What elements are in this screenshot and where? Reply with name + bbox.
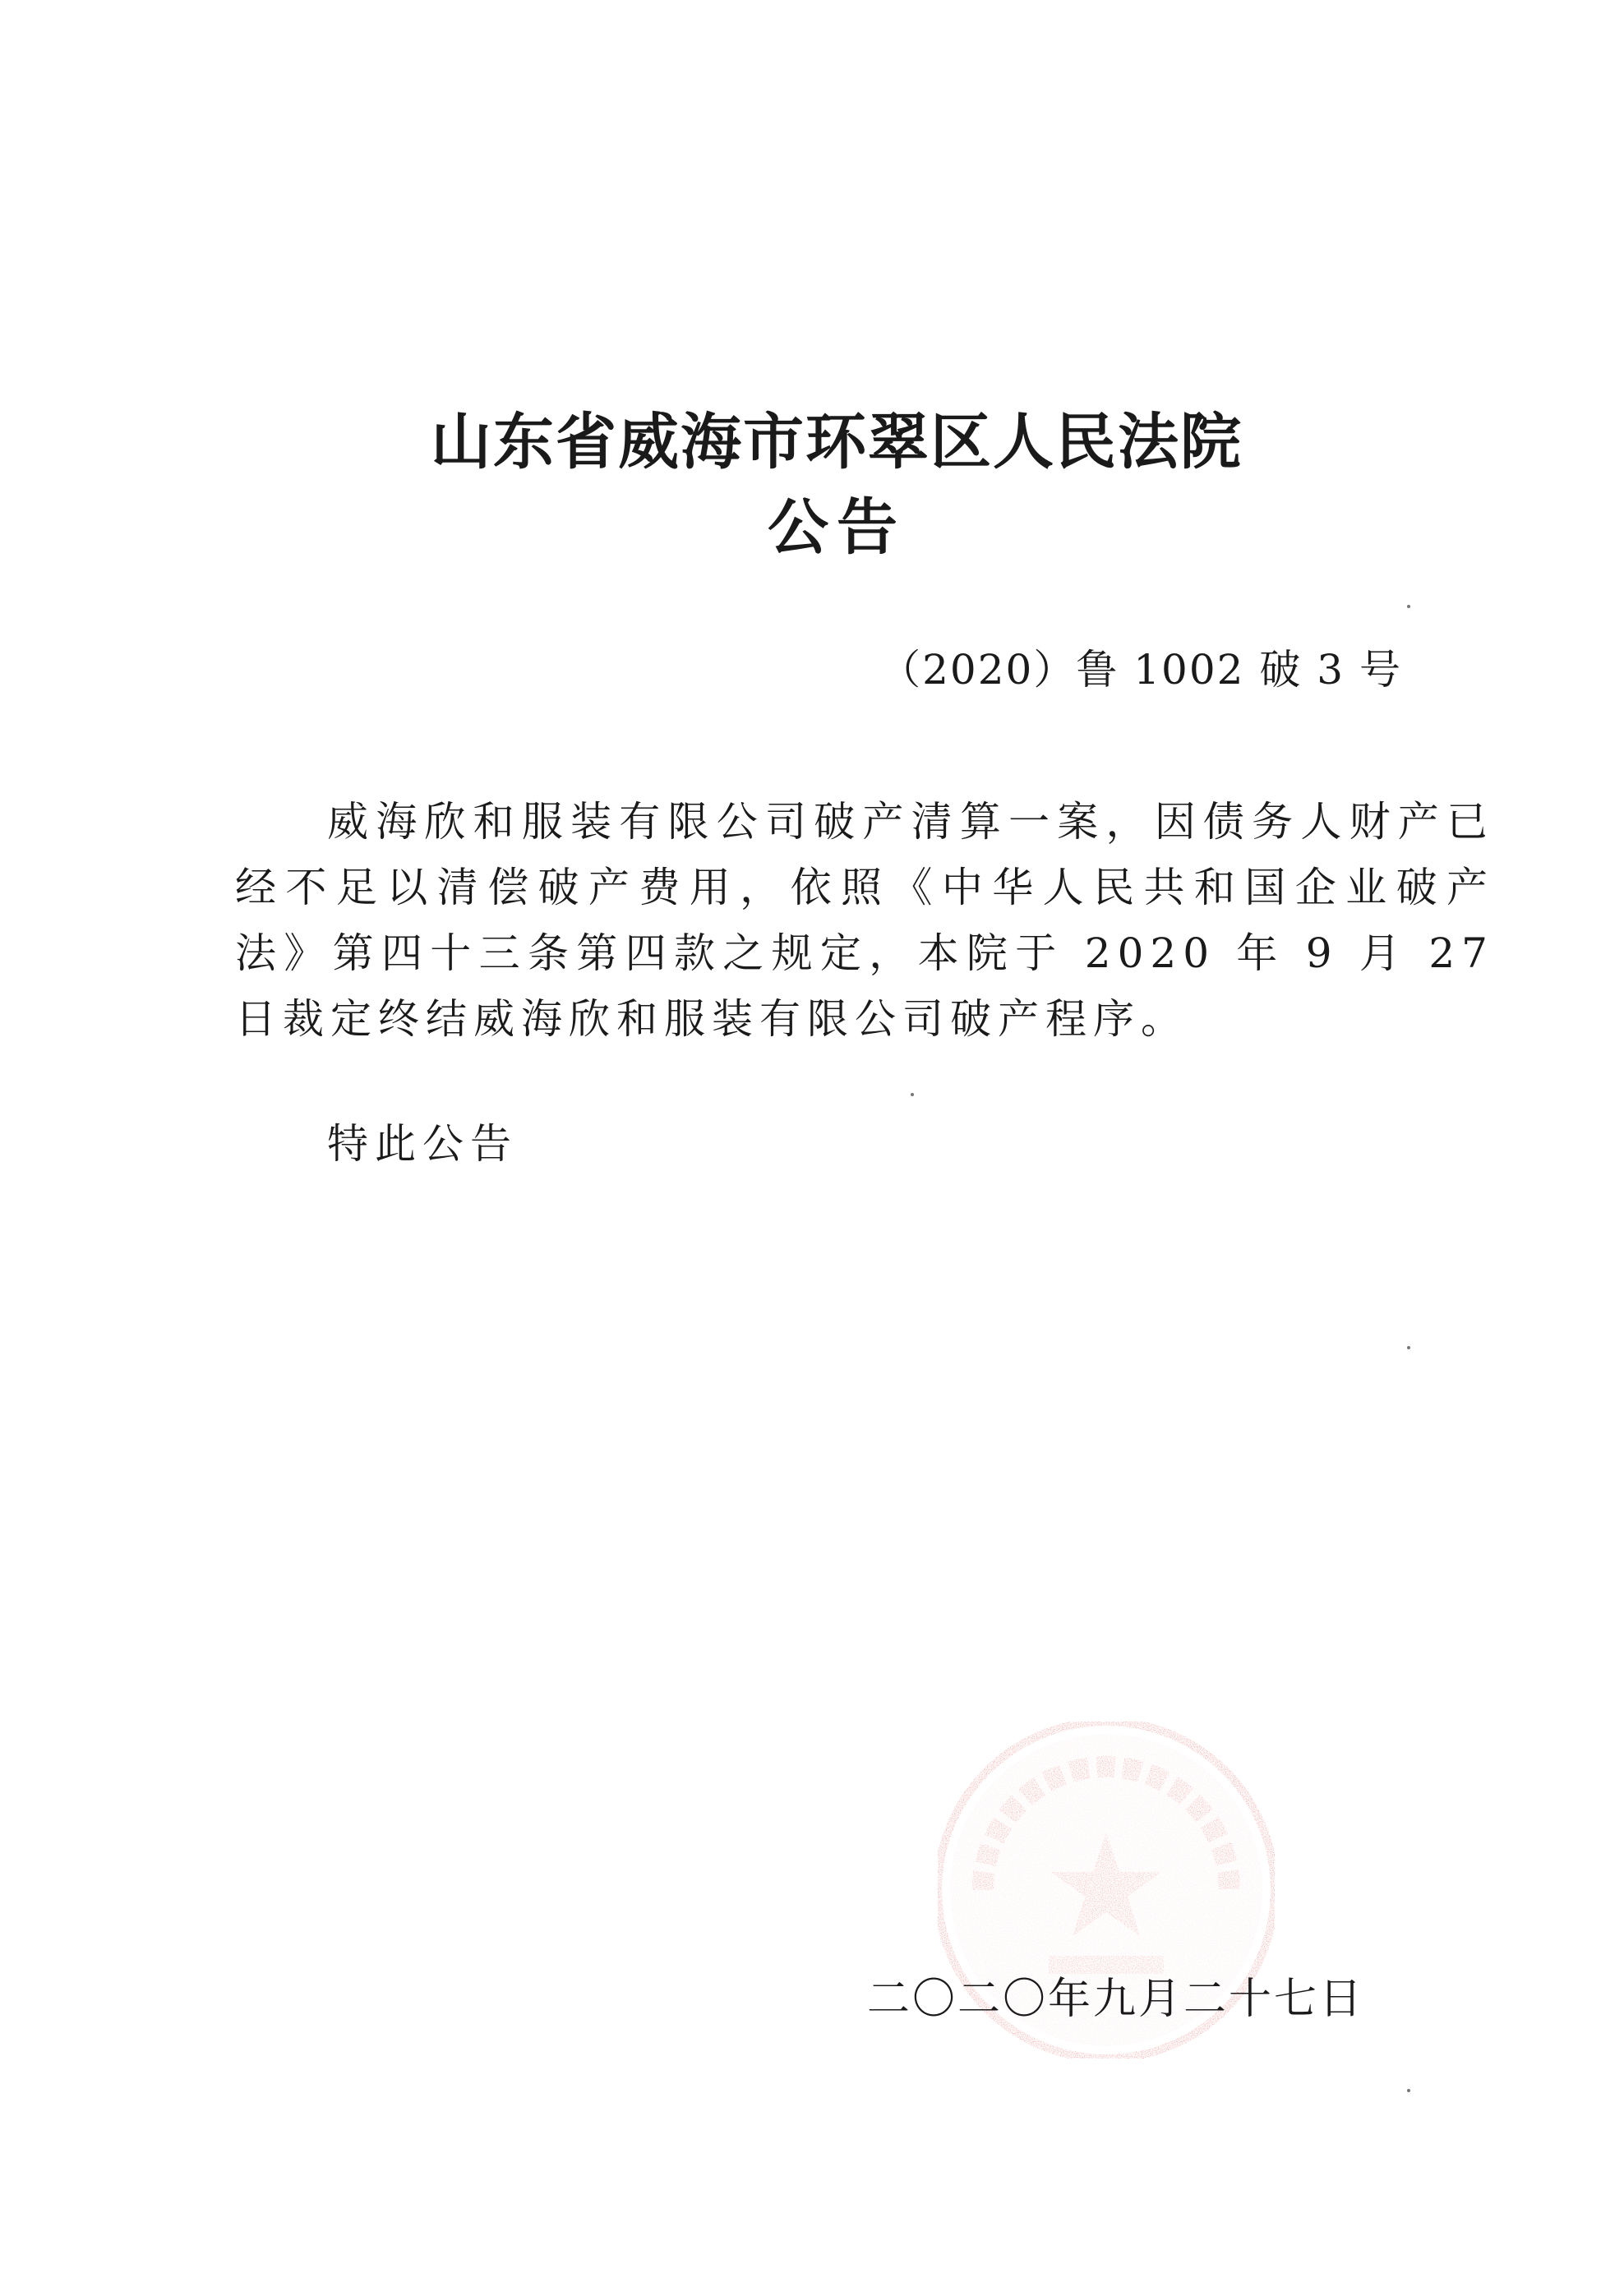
body-paragraph: 威海欣和服装有限公司破产清算一案，因债务人财产已经不足以清偿破产费用，依照《中华人民共和国企业破产法》第四十三条第四款之规定，本院于 2020 年 9 月 27 日裁定终结威海欣和服装有限公司破产程序。 <box>235 798 1494 1043</box>
document-type-title: 公告 <box>768 492 906 563</box>
closing-statement: 特此公告 <box>327 1120 518 1168</box>
case-number: （2020）鲁 1002 破 3 号 <box>879 646 1402 694</box>
scan-speck <box>1407 1346 1410 1349</box>
scan-speck <box>1407 605 1410 608</box>
court-name-title: 山东省威海市环翠区人民法院 <box>431 407 1243 477</box>
scan-speck <box>1407 2089 1410 2092</box>
scan-speck <box>911 1093 914 1096</box>
signature-date: 二〇二〇年九月二十七日 <box>866 1975 1364 2024</box>
